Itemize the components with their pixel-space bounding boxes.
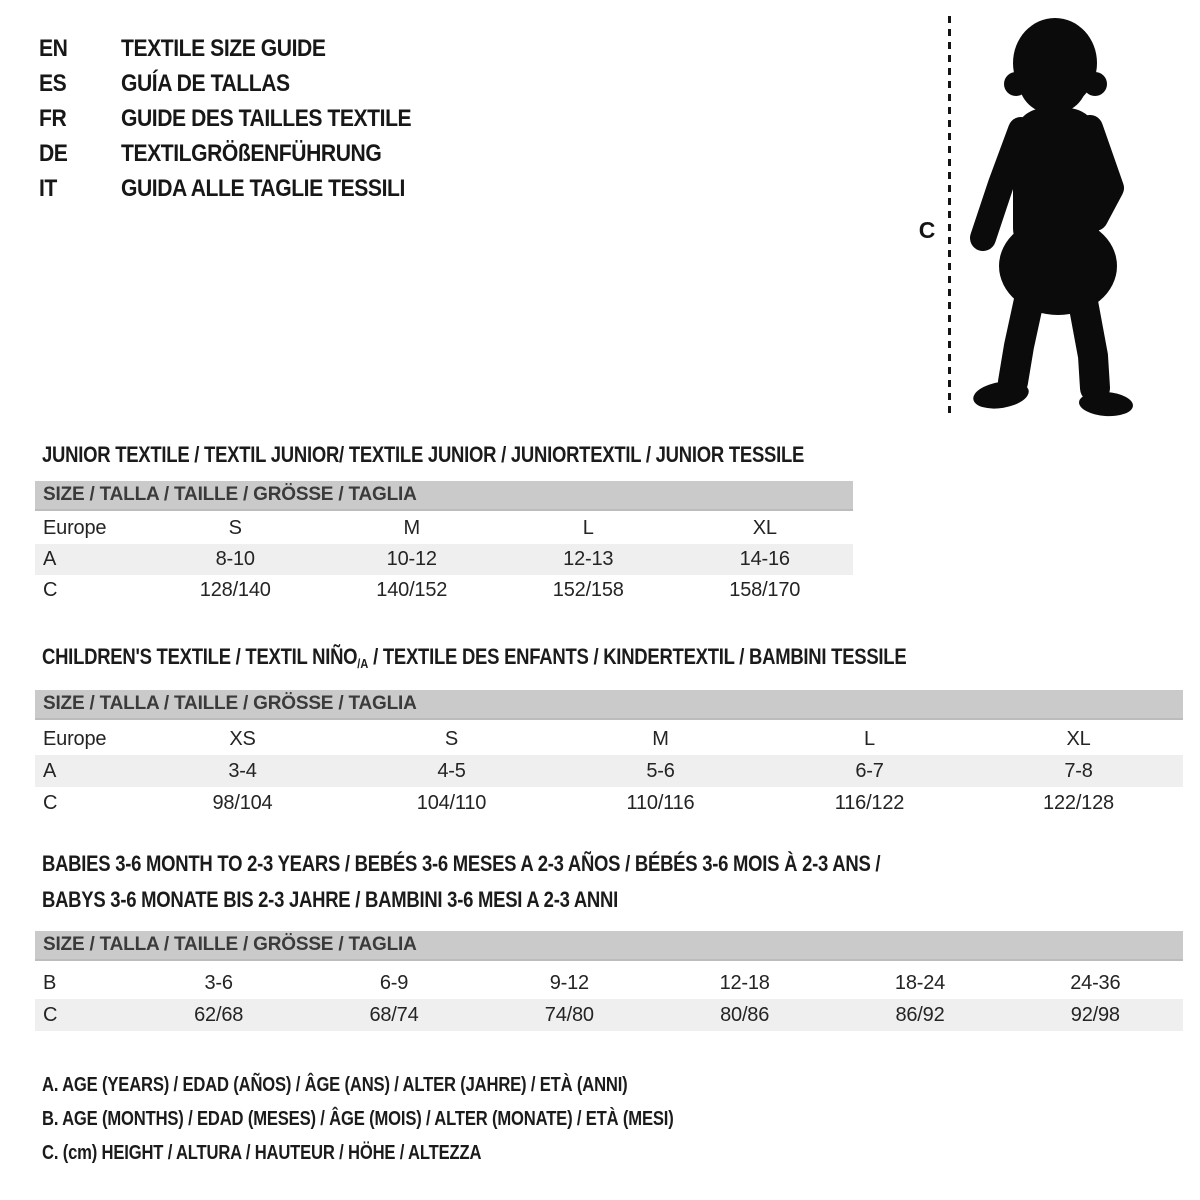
language-code: IT [39,175,57,202]
size-cell: 68/74 [369,1003,419,1026]
size-header-bar: SIZE / TALLA / TAILLE / GRÖSSE / TAGLIA [35,481,853,511]
language-code: ES [39,70,67,97]
size-cell: 9-12 [549,971,589,994]
size-cell: 122/128 [1043,791,1114,814]
language-code: EN [39,35,68,62]
size-cell: 80/86 [720,1003,770,1026]
size-cell: 14-16 [739,548,790,570]
table-row-c [35,999,1183,1031]
language-title: TEXTILGRÖßENFÜHRUNG [121,140,382,167]
language-row [39,101,451,136]
toddler-silhouette-icon [963,12,1139,420]
language-row [39,66,451,101]
size-cell: 152/158 [552,579,624,601]
size-cell: 3-6 [204,971,233,994]
language-header [39,31,451,206]
size-cell: 86/92 [895,1003,945,1026]
size-cell: XS [229,727,256,750]
language-title: TEXTILE SIZE GUIDE [121,35,326,62]
size-cell: 18-24 [894,971,946,994]
language-row [39,171,451,206]
language-title: GUÍA DE TALLAS [121,70,290,97]
table-row-c [35,575,853,606]
language-row [39,136,451,171]
children-size-table [35,723,1183,819]
size-cell: 92/98 [1070,1003,1120,1026]
legend-line-a: A. AGE (YEARS) / EDAD (AÑOS) / ÂGE (ANS) / ALTER (JAHRE) / ETÀ (ANNI) [42,1074,628,1096]
junior-size-table [35,513,853,606]
size-cell: M [403,517,420,539]
language-title: GUIDE DES TAILLES TEXTILE [121,105,412,132]
size-cell: 12-18 [719,971,770,994]
babies-size-table [35,967,1183,1031]
language-row [39,31,451,66]
size-cell: 6-9 [379,971,409,994]
size-header-bar: SIZE / TALLA / TAILLE / GRÖSSE / TAGLIA [35,690,1183,720]
size-cell: L [582,517,594,539]
legend-line-b: B. AGE (MONTHS) / EDAD (MESES) / ÂGE (MOIS) / ALTER (MONATE) / ETÀ (MESI) [42,1108,674,1130]
row-label-cell: Europe [43,517,107,539]
size-cell: 74/80 [544,1003,594,1026]
children-title-pre: CHILDREN'S TEXTILE / TEXTIL NIÑO [42,644,358,669]
row-label-cell: C [43,579,58,601]
size-cell: L [864,727,875,750]
size-cell: 158/170 [729,579,801,601]
size-cell: S [444,727,459,750]
height-measure-label: C [918,217,936,243]
size-cell: M [652,727,669,750]
children-section-title [42,644,906,677]
table-row-europe [35,723,1183,755]
row-label-cell: C [43,791,58,814]
height-measure-dashed-line [948,16,951,418]
size-cell: 116/122 [834,791,905,814]
size-cell: 62/68 [194,1003,244,1026]
row-label-cell: A [43,548,57,570]
size-cell: 24-36 [1070,971,1121,994]
size-cell: XL [752,517,777,539]
size-cell: 12-13 [563,548,614,570]
legend-line-c: C. (cm) HEIGHT / ALTURA / HAUTEUR / HÖHE / ALTEZZA [42,1142,482,1164]
row-label-cell: B [43,971,57,994]
table-row-europe [35,513,853,544]
junior-section-title: JUNIOR TEXTILE / TEXTIL JUNIOR/ TEXTILE JUNIOR / JUNIORTEXTIL / JUNIOR TESSILE [42,442,805,467]
size-cell: 98/104 [212,791,273,814]
babies-section-title-line1: BABIES 3-6 MONTH TO 2-3 YEARS / BEBÉS 3-6 MESES A 2-3 AÑOS / BÉBÉS 3-6 MOIS À 2-3 ANS / [42,851,881,876]
size-cell: 7-8 [1064,759,1093,782]
table-row-b [35,967,1183,999]
size-cell: 5-6 [646,759,675,782]
size-cell: 128/140 [199,579,271,601]
size-cell: 8-10 [215,548,255,570]
row-label-cell: Europe [43,727,107,750]
language-title: GUIDA ALLE TAGLIE TESSILI [121,175,405,202]
size-cell: 140/152 [376,579,448,601]
size-header-bar: SIZE / TALLA / TAILLE / GRÖSSE / TAGLIA [35,931,1183,961]
table-row-c [35,787,1183,819]
size-cell: 10-12 [386,548,437,570]
size-cell: 3-4 [228,759,257,782]
children-title-sub: /A [357,656,369,671]
language-code: DE [39,140,68,167]
language-code: FR [39,105,67,132]
row-label-cell: C [43,1003,58,1026]
row-label-cell: A [43,759,57,782]
size-cell: 110/116 [626,791,695,814]
table-row-a [35,544,853,575]
table-row-a [35,755,1183,787]
size-cell: 4-5 [437,759,466,782]
children-title-post: / TEXTILE DES ENFANTS / KINDERTEXTIL / BAMBINI TESSILE [368,644,907,669]
babies-section-title-line2: BABYS 3-6 MONATE BIS 2-3 JAHRE / BAMBINI 3-6 MESI A 2-3 ANNI [42,887,618,912]
size-cell: S [228,517,242,539]
size-cell: 104/110 [416,791,487,814]
size-cell: XL [1066,727,1091,750]
size-cell: 6-7 [855,759,884,782]
